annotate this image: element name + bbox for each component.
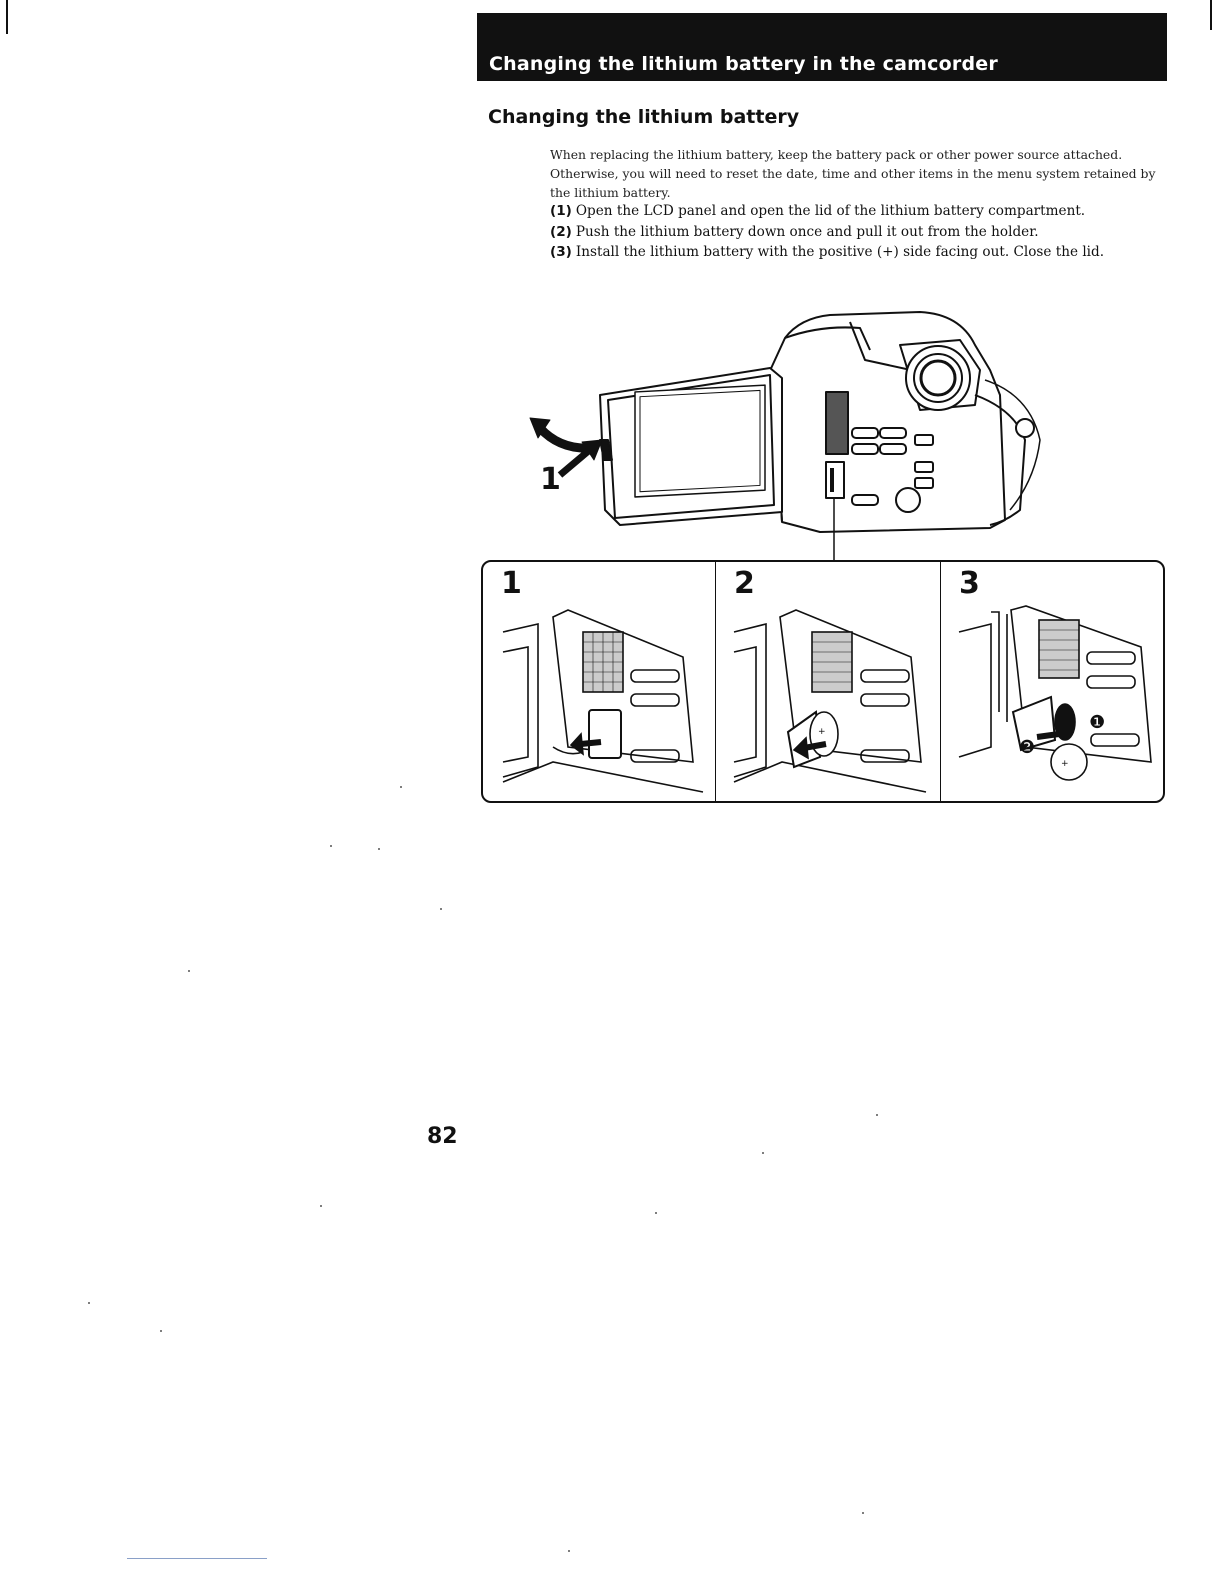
step-number: (1) [550, 203, 572, 219]
step-item [550, 201, 1170, 222]
step-number: (2) [550, 223, 572, 240]
scan-speck [862, 1512, 864, 1514]
footer-rule [127, 1558, 267, 1559]
steps-list [550, 201, 1170, 263]
step-panel-3 [940, 562, 1165, 801]
step-panel-2 [715, 562, 940, 801]
panel-label: 1 [501, 566, 522, 601]
crop-mark-left [6, 0, 8, 34]
scan-speck [440, 908, 442, 910]
panel-label: 2 [734, 566, 755, 601]
scan-speck [88, 1302, 90, 1304]
step-item [550, 242, 1170, 263]
step-text: Push the lithium battery down once and pull it out from the holder. [575, 223, 1039, 240]
scan-speck [188, 970, 190, 972]
scan-speck [876, 1114, 878, 1116]
step-item [550, 222, 1170, 243]
marker-2-icon: ❷ [1019, 737, 1036, 758]
step-text: Open the LCD panel and open the lid of the lithium battery compartment. [575, 203, 1086, 219]
chapter-header-bar [477, 13, 1167, 81]
scan-speck [655, 1212, 657, 1214]
svg-text:+: + [1061, 759, 1069, 769]
scan-speck [320, 1205, 322, 1207]
scan-speck [762, 1152, 764, 1154]
page-number: 82 [427, 1124, 458, 1149]
marker-1-icon: ❶ [1089, 712, 1106, 733]
scan-speck [400, 786, 402, 788]
step-panels [481, 560, 1165, 803]
crop-mark-right [1210, 0, 1212, 30]
figure-callout-number: 1 [540, 462, 561, 497]
scan-speck [568, 1550, 570, 1552]
chapter-title: Changing the lithium battery in the camcorder [489, 53, 998, 75]
step-text: Install the lithium battery with the positive (+) side facing out. Close the lid. [575, 244, 1105, 260]
camcorder-illustration [520, 300, 1060, 570]
scan-speck [330, 845, 332, 847]
step-number: (3) [550, 244, 572, 260]
scan-speck [160, 1330, 162, 1332]
scan-speck [378, 848, 380, 850]
svg-text:+: + [818, 727, 826, 737]
intro-paragraph: When replacing the lithium battery, keep the battery pack or other power source attached. Otherwise, you will need to reset the date, time and other items in the menu system retained by the lithium battery. [550, 147, 1156, 200]
section-heading: Changing the lithium battery [488, 106, 800, 128]
step-panel-1 [483, 562, 715, 801]
panel-label: 3 [959, 566, 980, 601]
